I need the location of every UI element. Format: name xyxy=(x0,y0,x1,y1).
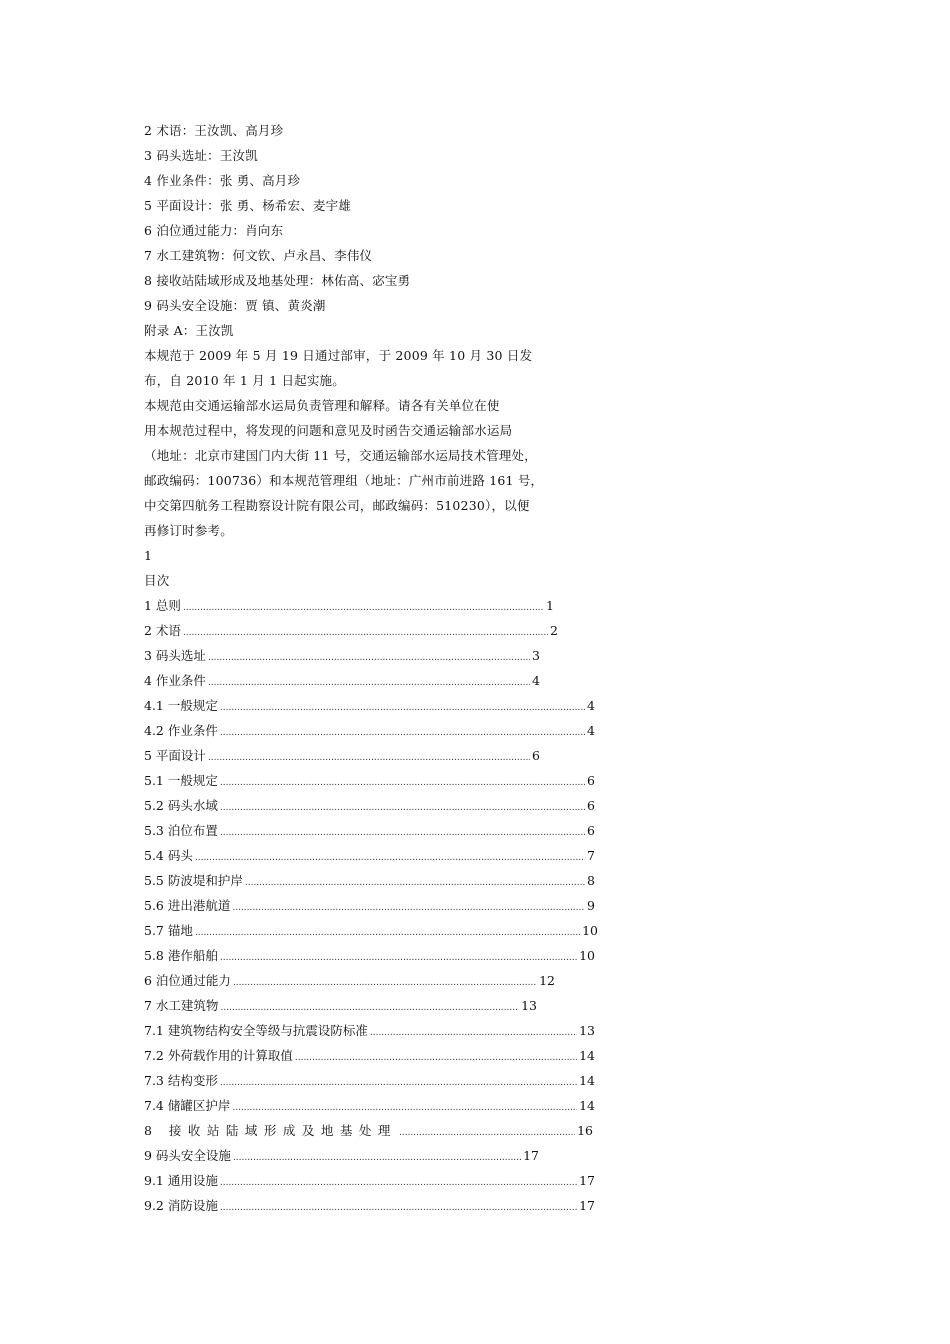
toc-entry-page: 6 xyxy=(532,748,540,763)
notice-line: 邮政编码：100736）和本规范管理组（地址：广州市前进路 161 号， xyxy=(144,473,544,488)
toc-entry-label: 1 总则 xyxy=(144,598,181,613)
notice-line: 布，自 2010 年 1 月 1 日起实施。 xyxy=(144,373,345,388)
toc-entry-page: 10 xyxy=(582,923,598,938)
toc-entry[interactable] xyxy=(144,618,558,643)
credit-line: 2 术语：王汝凯、高月珍 xyxy=(144,123,284,138)
toc-entry-label: 9.1 通用设施 xyxy=(144,1173,218,1188)
toc-entry[interactable] xyxy=(144,993,537,1018)
toc-entry[interactable] xyxy=(144,1018,595,1043)
toc-entry[interactable] xyxy=(144,1143,539,1168)
toc-entry[interactable] xyxy=(144,718,595,743)
toc-entry[interactable] xyxy=(144,1168,595,1193)
toc-entry-page: 17 xyxy=(523,1148,539,1163)
toc-entry-page: 9 xyxy=(587,898,595,913)
toc-leader xyxy=(220,721,585,746)
toc-leader xyxy=(208,671,530,696)
toc-leader xyxy=(370,1021,577,1046)
credit-line: 附录 A：王汝凯 xyxy=(144,323,234,338)
toc-leader xyxy=(233,971,537,996)
toc-entry[interactable] xyxy=(144,743,540,768)
toc-leader xyxy=(195,921,580,946)
toc-leader xyxy=(220,946,577,971)
toc-entry-label: 5.3 泊位布置 xyxy=(144,823,218,838)
toc-entry-label: 2 术语 xyxy=(144,623,181,638)
toc-entry-label: 9.2 消防设施 xyxy=(144,1198,218,1213)
toc-entry-label: 5.8 港作船舶 xyxy=(144,948,218,963)
toc-entry-label: 5.7 锚地 xyxy=(144,923,193,938)
toc-leader xyxy=(220,1196,577,1221)
toc-entry[interactable] xyxy=(144,943,595,968)
notice-line: 用本规范过程中，将发现的问题和意见及时函告交通运输部水运局 xyxy=(144,423,513,438)
toc-entry[interactable] xyxy=(144,1043,595,1068)
notice-line: 中交第四航务工程勘察设计院有限公司，邮政编码：510230），以便 xyxy=(144,498,530,513)
toc-entry[interactable] xyxy=(144,793,595,818)
toc-entry-page: 13 xyxy=(579,1023,595,1038)
toc-leader xyxy=(233,1146,521,1171)
notice-line: 本规范由交通运输部水运局负责管理和解释。请各有关单位在使 xyxy=(144,398,500,413)
toc-leader xyxy=(220,771,585,796)
toc-entry-page: 8 xyxy=(587,873,595,888)
toc-entry-page: 17 xyxy=(579,1173,595,1188)
toc-entry[interactable] xyxy=(144,643,540,668)
toc-leader xyxy=(208,746,530,771)
toc-entry[interactable] xyxy=(144,918,598,943)
toc-entry-page: 17 xyxy=(579,1198,595,1213)
toc-entry[interactable] xyxy=(144,868,595,893)
toc-entry-page: 10 xyxy=(579,948,595,963)
toc-entry[interactable] xyxy=(144,843,595,868)
notice-line: 再修订时参考。 xyxy=(144,523,233,538)
notice-line: （地址：北京市建国门内大街 11 号，交通运输部水运局技术管理处， xyxy=(144,448,537,463)
toc-entry-page: 6 xyxy=(587,798,595,813)
credit-line: 9 码头安全设施：贾 镇、黄炎潮 xyxy=(144,298,326,313)
toc-entry-page: 14 xyxy=(579,1098,595,1113)
page-number: 1 xyxy=(144,548,153,563)
toc-entry-label: 9 码头安全设施 xyxy=(144,1148,231,1163)
toc-entry-page: 4 xyxy=(587,723,595,738)
toc-entry-page: 7 xyxy=(587,848,595,863)
toc-leader xyxy=(220,1071,577,1096)
toc-leader xyxy=(245,871,585,896)
toc-entry-page: 14 xyxy=(579,1048,595,1063)
toc-leader xyxy=(220,821,585,846)
toc-entry-label: 3 码头选址 xyxy=(144,648,206,663)
toc-entry-label: 4 作业条件 xyxy=(144,673,206,688)
toc-entry-page: 6 xyxy=(587,823,595,838)
toc-entry-label: 8 接收站陆域形成及地基处理 xyxy=(144,1123,397,1138)
toc-entry-label: 5.2 码头水域 xyxy=(144,798,218,813)
toc-entry[interactable] xyxy=(144,693,595,718)
toc-entry-label: 5.4 码头 xyxy=(144,848,193,863)
toc-leader xyxy=(195,846,585,871)
toc-leader xyxy=(183,621,548,646)
toc-entry[interactable] xyxy=(144,1093,595,1118)
toc-entry[interactable] xyxy=(144,1118,593,1143)
toc-entry[interactable] xyxy=(144,1068,595,1093)
toc-leader xyxy=(208,646,530,671)
toc-leader xyxy=(295,1046,577,1071)
credit-line: 8 接收站陆域形成及地基处理：林佑高、宓宝勇 xyxy=(144,273,411,288)
toc-entry-page: 16 xyxy=(577,1123,593,1138)
toc-entry-label: 7.3 结构变形 xyxy=(144,1073,218,1088)
toc-entry-page: 2 xyxy=(550,623,558,638)
toc-entry-label: 5.5 防波堤和护岸 xyxy=(144,873,243,888)
toc-entry[interactable] xyxy=(144,668,540,693)
toc-leader xyxy=(183,596,544,621)
toc-entry-page: 1 xyxy=(546,598,554,613)
toc-entry-page: 6 xyxy=(587,773,595,788)
notice-line: 本规范于 2009 年 5 月 19 日通过部审，于 2009 年 10 月 30 日发 xyxy=(144,348,533,363)
toc-entry-page: 13 xyxy=(521,998,537,1013)
toc-entry-page: 14 xyxy=(579,1073,595,1088)
toc-leader xyxy=(232,896,585,921)
toc-entry-label: 7.2 外荷载作用的计算取值 xyxy=(144,1048,293,1063)
toc-entry-label: 4.1 一般规定 xyxy=(144,698,218,713)
toc-leader xyxy=(220,796,585,821)
toc-title: 目次 xyxy=(144,573,170,588)
toc-entry[interactable] xyxy=(144,893,595,918)
toc-entry[interactable] xyxy=(144,1193,595,1218)
toc-entry-label: 7.4 储罐区护岸 xyxy=(144,1098,231,1113)
document-page xyxy=(144,118,614,1218)
toc-leader xyxy=(399,1121,575,1146)
toc-entry-label: 7.1 建筑物结构安全等级与抗震设防标准 xyxy=(144,1023,368,1038)
toc-entry-label: 4.2 作业条件 xyxy=(144,723,218,738)
toc-entry[interactable] xyxy=(144,818,595,843)
toc-entry-page: 4 xyxy=(532,673,540,688)
table-of-contents xyxy=(144,593,614,1218)
toc-entry-label: 7 水工建筑物 xyxy=(144,998,219,1013)
credit-line: 4 作业条件：张 勇、高月珍 xyxy=(144,173,301,188)
toc-leader xyxy=(220,1171,577,1196)
toc-entry-label: 5.1 一般规定 xyxy=(144,773,218,788)
toc-entry-label: 5.6 进出港航道 xyxy=(144,898,231,913)
credit-line: 6 泊位通过能力：肖向东 xyxy=(144,223,284,238)
toc-entry[interactable] xyxy=(144,768,595,793)
toc-entry-page: 12 xyxy=(539,973,555,988)
toc-leader xyxy=(220,696,585,721)
toc-entry[interactable] xyxy=(144,593,554,618)
toc-entry[interactable] xyxy=(144,968,555,993)
credit-line: 3 码头选址：王汝凯 xyxy=(144,148,258,163)
toc-entry-label: 5 平面设计 xyxy=(144,748,206,763)
toc-entry-page: 4 xyxy=(587,698,595,713)
toc-entry-page: 3 xyxy=(532,648,540,663)
toc-entry-label: 6 泊位通过能力 xyxy=(144,973,231,988)
credit-line: 7 水工建筑物：何文钦、卢永昌、李伟仪 xyxy=(144,248,373,263)
credit-line: 5 平面设计：张 勇、杨希宏、麦宇雄 xyxy=(144,198,352,213)
